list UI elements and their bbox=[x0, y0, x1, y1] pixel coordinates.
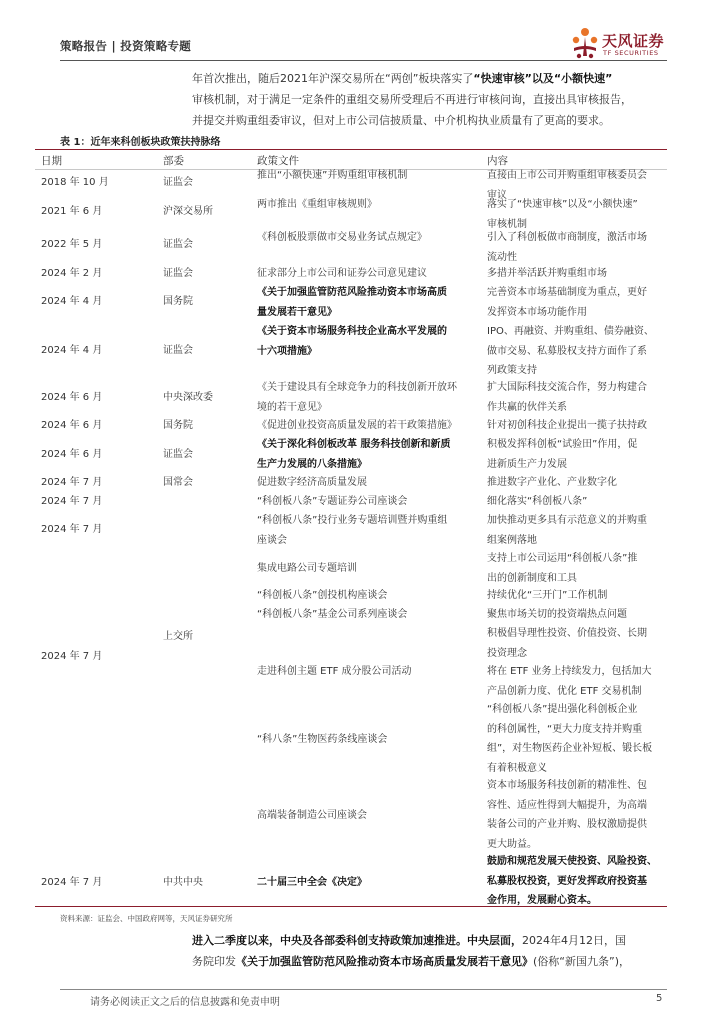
cell-policy: “科创板八条”专题证券公司座谈会 bbox=[257, 496, 408, 507]
report-category: 策略报告 | 投资策略专题 bbox=[60, 39, 192, 53]
cell-policy: “科创板八条”投行业务专题培训暨并购重组 座谈会 bbox=[257, 515, 448, 546]
cell-content: 积极发挥科创板“试验田”作用，促 进新质生产力发展 bbox=[487, 439, 638, 470]
column-header-dept: 部委 bbox=[163, 155, 184, 167]
cell-policy: “科八条”生物医药条线座谈会 bbox=[257, 734, 388, 745]
cell-date: 2024 年 4 月 bbox=[41, 345, 103, 356]
outro-paragraph bbox=[192, 930, 668, 972]
cell-content: 积极倡导理性投资、价值投资、长期 投资理念 bbox=[487, 628, 647, 659]
cell-policy: 《关于建设具有全球竞争力的科技创新开放环 境的若干意见》 bbox=[257, 382, 457, 413]
table-top-rule bbox=[35, 149, 667, 150]
table-title: 表 1：近年来科创板块政策扶持脉络 bbox=[60, 137, 221, 148]
cell-content: 持续优化“三开门”工作机制 bbox=[487, 590, 608, 601]
cell-policy: 高端装备制造公司座谈会 bbox=[257, 810, 367, 821]
cell-dept: 证监会 bbox=[163, 345, 193, 356]
cell-policy: 征求部分上市公司和证券公司意见建议 bbox=[257, 268, 427, 279]
cell-content: 支持上市公司运用“科创板八条”推 出的创新制度和工具 bbox=[487, 553, 638, 584]
cell-date: 2024 年 6 月 bbox=[41, 420, 103, 431]
cell-dept: 国常会 bbox=[163, 477, 193, 488]
cell-dept: 证监会 bbox=[163, 239, 193, 250]
cell-date: 2024 年 6 月 bbox=[41, 449, 103, 460]
cell-content: “科创板八条”提出强化科创板企业 的科创属性，“更大力度支持并购重 组”，对生物医药企业补短板、锻长板 有着积极意义 bbox=[487, 704, 653, 774]
cell-content: 加快推动更多具有示范意义的并购重 组案例落地 bbox=[487, 515, 647, 546]
cell-policy: 《关于加强监管防范风险推动资本市场高质 量发展若干意见》 bbox=[257, 287, 447, 318]
cell-policy: 集成电路公司专题培训 bbox=[257, 563, 357, 574]
intro-line-1: 年首次推出，随后2021年沪深交易所在“两创”板块落实了“快速审核”以及“小额快速” bbox=[192, 72, 613, 85]
cell-policy: 促进数字经济高质量发展 bbox=[257, 477, 367, 488]
cell-date: 2024 年 7 月 bbox=[41, 477, 103, 488]
cell-content: 聚焦市场关切的投资端热点问题 bbox=[487, 609, 627, 620]
cell-policy: “科创板八条”创投机构座谈会 bbox=[257, 590, 388, 601]
cell-date: 2024 年 6 月 bbox=[41, 392, 103, 403]
cell-date: 2024 年 4 月 bbox=[41, 296, 103, 307]
cell-dept: 中共中央 bbox=[163, 877, 203, 888]
cell-policy: 二十届三中全会《决定》 bbox=[257, 877, 367, 888]
cell-content: 资本市场服务科技创新的精准性、包 容性、适应性得到大幅提升，为高端 装备公司的产业并购、股权激励提供 更大助益。 bbox=[487, 780, 647, 850]
cell-content: IPO、再融资、并购重组、债券融资、 做市交易、私募股权支持方面作了系 列政策支持 bbox=[487, 326, 654, 376]
cell-policy: 推出“小额快速”并购重组审核机制 bbox=[257, 170, 408, 181]
cell-dept: 中央深改委 bbox=[163, 392, 213, 403]
cell-policy: 《科创板股票做市交易业务试点规定》 bbox=[257, 232, 427, 243]
logo-text: 天风证券 bbox=[602, 32, 665, 50]
column-header-date: 日期 bbox=[41, 155, 62, 167]
table-bottom-rule bbox=[35, 906, 667, 907]
column-header-policy: 政策文件 bbox=[257, 155, 299, 167]
cell-date: 2022 年 5 月 bbox=[41, 239, 103, 250]
table-source-note: 资料来源：证监会、中国政府网等，天风证券研究所 bbox=[60, 914, 233, 923]
intro-line-2: 审核机制，对于满足一定条件的重组交易所受理后不再进行审核问询，直接出具审核报告， bbox=[192, 93, 632, 106]
brand-logo bbox=[570, 26, 670, 60]
cell-content: 针对初创科技企业提出一揽子扶持政 bbox=[487, 420, 647, 431]
cell-dept: 证监会 bbox=[163, 449, 193, 460]
cell-date: 2024 年 2 月 bbox=[41, 268, 103, 279]
footer-divider bbox=[60, 989, 667, 990]
cell-content: 细化落实“科创板八条” bbox=[487, 496, 588, 507]
cell-dept: 证监会 bbox=[163, 268, 193, 279]
cell-content: 多措并举活跃并购重组市场 bbox=[487, 268, 607, 279]
intro-paragraph bbox=[192, 68, 668, 131]
cell-content: 扩大国际科技交流合作，努力构建合 作共赢的伙伴关系 bbox=[487, 382, 647, 413]
cell-date: 2024 年 7 月 bbox=[41, 877, 103, 888]
cell-date: 2024 年 7 月 bbox=[41, 651, 103, 662]
cell-policy: 《关于资本市场服务科技企业高水平发展的 十六项措施》 bbox=[257, 326, 447, 357]
tf-logo-icon bbox=[570, 26, 600, 60]
cell-policy: 《关于深化科创板改革 服务科技创新和新质 生产力发展的八条措施》 bbox=[257, 439, 451, 470]
outro-line-1: 进入二季度以来，中央及各部委科创支持政策加速推进。中央层面，2024年4月12日，国 bbox=[192, 934, 626, 947]
cell-date: 2024 年 7 月 bbox=[41, 496, 103, 507]
cell-policy: “科创板八条”基金公司系列座谈会 bbox=[257, 609, 408, 620]
cell-date: 2021 年 6 月 bbox=[41, 206, 103, 217]
cell-dept: 国务院 bbox=[163, 296, 193, 307]
cell-policy: 《促进创业投资高质量发展的若干政策措施》 bbox=[257, 420, 457, 431]
cell-dept: 沪深交易所 bbox=[163, 206, 213, 217]
page-number: 5 bbox=[656, 993, 663, 1004]
footer-disclaimer: 请务必阅读正文之后的信息披露和免责申明 bbox=[90, 997, 280, 1008]
cell-dept: 国务院 bbox=[163, 420, 193, 431]
cell-content: 完善资本市场基础制度为重点，更好 发挥资本市场功能作用 bbox=[487, 287, 647, 318]
cell-content: 将在 ETF 业务上持续发力，包括加大 产品创新力度、优化 ETF 交易机制 bbox=[487, 666, 652, 697]
cell-date: 2018 年 10 月 bbox=[41, 177, 109, 188]
cell-content: 落实了“快速审核”以及“小额快速” 审核机制 bbox=[487, 199, 638, 230]
cell-dept: 上交所 bbox=[163, 631, 193, 642]
cell-dept: 证监会 bbox=[163, 177, 193, 188]
cell-policy: 走进科创主题 ETF 成分股公司活动 bbox=[257, 666, 412, 677]
intro-line-3: 并提交并购重组委审议，但对上市公司信披质量、中介机构执业质量有了更高的要求。 bbox=[192, 114, 610, 127]
column-header-content: 内容 bbox=[487, 155, 508, 167]
cell-content: 直接由上市公司并购重组审核委员会 审议 bbox=[487, 170, 647, 201]
cell-date: 2024 年 7 月 bbox=[41, 524, 103, 535]
cell-content: 引入了科创板做市商制度，激活市场 流动性 bbox=[487, 232, 647, 263]
cell-content: 鼓励和规范发展天使投资、风险投资、 私募股权投资，更好发挥政府投资基 金作用，发展耐心资本。 bbox=[487, 856, 657, 906]
cell-policy: 两市推出《重组审核规则》 bbox=[257, 199, 377, 210]
cell-content: 推进数字产业化、产业数字化 bbox=[487, 477, 617, 488]
logo-subtext: TF SECURITIES bbox=[603, 49, 659, 57]
outro-line-2: 务院印发《关于加强监管防范风险推动资本市场高质量发展若干意见》(俗称“新国九条”)， bbox=[192, 955, 630, 968]
header-divider bbox=[60, 60, 667, 61]
